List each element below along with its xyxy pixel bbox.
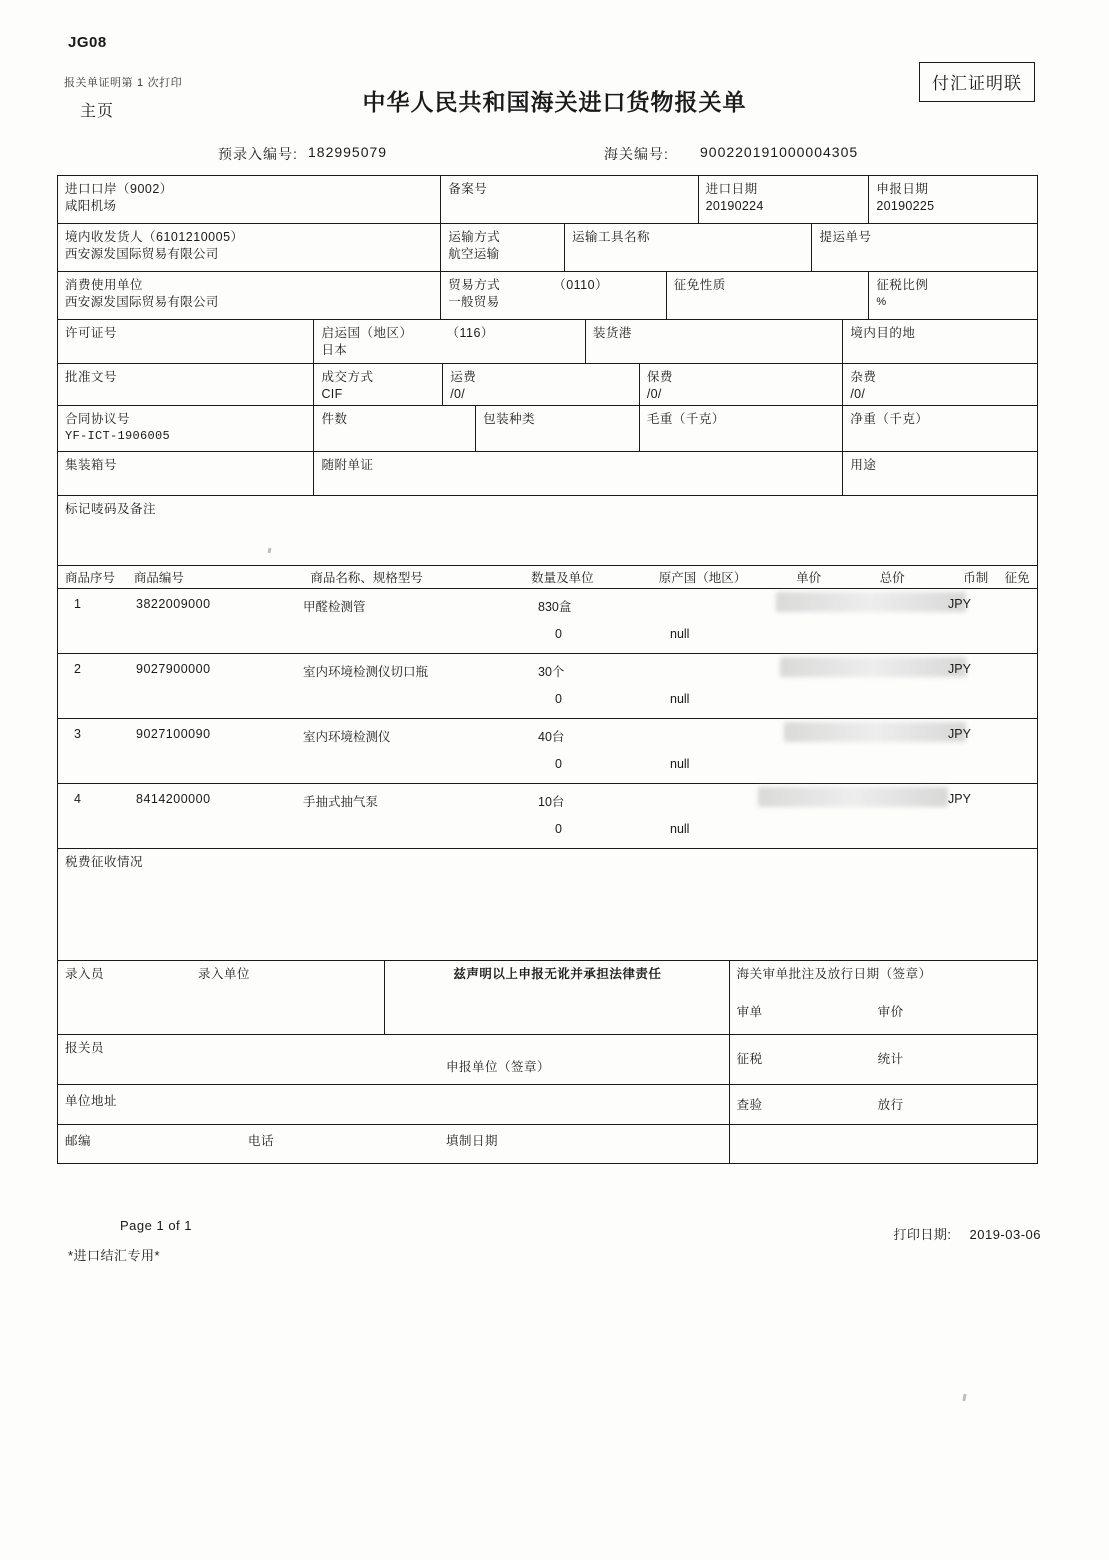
scan-speck: [962, 1394, 966, 1401]
declare-unit-label: 申报单位（签章）: [446, 1060, 551, 1074]
field-transport-mode: [441, 224, 565, 271]
field-net-weight: [843, 406, 1037, 451]
exempt-nature-label: 征免性质: [673, 278, 726, 292]
field-postcode-phone: [58, 1125, 730, 1163]
record-number-label: 备案号: [448, 182, 488, 196]
goods-quantity: 30个: [538, 665, 565, 679]
field-declaration-statement: [385, 961, 729, 1034]
goods-quantity-secondary: 0: [555, 757, 562, 771]
field-tax-collection: [58, 849, 1037, 960]
consignee-label: 境内收发货人（6101210005）: [65, 230, 244, 244]
goods-code: 9027900000: [136, 662, 211, 676]
goods-currency: JPY: [948, 727, 971, 741]
origin-country-label: 启运国（地区）: [321, 326, 413, 340]
attached-docs-label: 随附单证: [321, 458, 374, 472]
form-row-consumer: [58, 272, 1037, 320]
terms-value: CIF: [321, 387, 343, 401]
col-origin: 原产国（地区）: [658, 571, 747, 585]
customs-review-label: 海关审单批注及放行日期（签章）: [736, 967, 932, 981]
phone-label: 电话: [248, 1134, 275, 1148]
package-count-label: 件数: [321, 412, 348, 426]
consignee-value: 西安源发国际贸易有限公司: [65, 247, 219, 261]
goods-seq: 3: [74, 727, 81, 741]
container-number-label: 集装箱号: [65, 458, 118, 472]
goods-quantity-secondary: 0: [555, 692, 562, 706]
col-unit-price: 单价: [796, 571, 822, 585]
marks-remarks-label: 标记唛码及备注: [65, 502, 157, 516]
operator-label: 录入员: [65, 967, 105, 981]
field-operator: [58, 961, 385, 1034]
origin-country-code: （116）: [446, 326, 494, 340]
field-consumer-unit: [58, 272, 441, 319]
form-row-license: [58, 320, 1037, 364]
goods-quantity-secondary: 0: [555, 822, 562, 836]
contract-number-label: 合同协议号: [65, 412, 131, 426]
pre-entry-label: 预录入编号:: [218, 146, 298, 162]
goods-currency: JPY: [948, 662, 971, 676]
print-note-number: 1: [137, 77, 144, 89]
copy-type-stamp: 付汇证明联: [919, 62, 1035, 102]
goods-quantity-secondary: 0: [555, 627, 562, 641]
bill-number-label: 提运单号: [819, 230, 872, 244]
col-exempt: 征免: [1004, 571, 1030, 585]
declaration-statement: 兹声明以上申报无讹并承担法律责任: [453, 967, 662, 981]
redacted-price-area: [780, 657, 966, 677]
trade-mode-value: 一般贸易: [448, 295, 500, 309]
trade-mode-label: 贸易方式: [448, 278, 501, 292]
form-row-postcode: [58, 1125, 1037, 1163]
field-package-type: [476, 406, 640, 451]
field-license-number: [58, 320, 314, 363]
form-row-contract: [58, 406, 1037, 452]
pre-entry-value: 182995079: [308, 144, 388, 160]
goods-origin: null: [670, 692, 690, 706]
loading-port-label: 装货港: [592, 326, 632, 340]
approval-number-label: 批准文号: [65, 370, 118, 384]
goods-origin: null: [670, 822, 690, 836]
tax-rate-label: 征税比例: [876, 278, 929, 292]
field-record-number: [441, 176, 698, 223]
form-row-declarant: [58, 1035, 1037, 1085]
field-approval-number: [58, 364, 314, 405]
goods-quantity: 10台: [538, 795, 565, 809]
field-attached-docs: [314, 452, 843, 495]
import-port-value: 咸阳机场: [65, 199, 117, 213]
field-bill-number: [812, 224, 1037, 271]
license-number-label: 许可证号: [65, 326, 118, 340]
statistics-label: 统计: [877, 1052, 904, 1066]
footer-note: *进口结汇专用*: [68, 1248, 161, 1263]
goods-origin: null: [670, 627, 690, 641]
redacted-price-area: [758, 787, 948, 807]
customs-number-label: 海关编号:: [604, 146, 669, 162]
form-row-operator: [58, 961, 1037, 1035]
col-currency: 币制: [963, 571, 989, 585]
inspect-label: 查验: [736, 1098, 763, 1112]
terms-label: 成交方式: [321, 370, 374, 384]
customs-number-value: 900220191000004305: [700, 144, 859, 160]
misc-fee-value: /0/: [850, 387, 866, 401]
package-type-label: 包装种类: [483, 412, 536, 426]
fill-date-label: 填制日期: [446, 1134, 499, 1148]
print-date: [893, 1224, 1041, 1243]
goods-name: 室内环境检测仪: [303, 730, 391, 744]
print-date-value: 2019-03-06: [969, 1227, 1041, 1242]
goods-code: 9027100090: [136, 727, 211, 741]
form-row-approval: [58, 364, 1037, 406]
transport-mode-value: 航空运输: [448, 247, 500, 261]
print-note-prefix: 报关单证明第: [64, 77, 133, 89]
goods-name: 手抽式抽气泵: [303, 795, 379, 809]
declare-date-value: 20190225: [876, 199, 935, 213]
table-row: [58, 654, 1037, 719]
goods-quantity: 830盒: [538, 600, 572, 614]
home-label: 主页: [80, 103, 115, 120]
goods-origin: null: [670, 757, 690, 771]
field-exempt-nature: [667, 272, 870, 319]
field-declare-date: [869, 176, 1037, 223]
freight-value: /0/: [450, 387, 466, 401]
consumer-unit-value: 西安源发国际贸易有限公司: [65, 295, 219, 309]
form-row-consignee: [58, 224, 1037, 272]
declaration-form-grid: [57, 175, 1038, 1164]
form-code: JG08: [68, 34, 107, 51]
usage-label: 用途: [850, 458, 877, 472]
import-date-value: 20190224: [705, 199, 764, 213]
field-tax-rate: [869, 272, 1037, 319]
field-vehicle-name: [565, 224, 813, 271]
field-freight: [443, 364, 640, 405]
field-levy-statistics: [730, 1035, 1037, 1084]
field-package-count: [314, 406, 476, 451]
release-label: 放行: [877, 1098, 904, 1112]
field-import-port: [58, 176, 441, 223]
import-date-label: 进口日期: [705, 182, 758, 196]
field-domestic-destination: [843, 320, 1037, 363]
unit-address-label: 单位地址: [65, 1094, 118, 1108]
declarant-label: 报关员: [65, 1041, 105, 1055]
col-total-price: 总价: [879, 571, 905, 585]
goods-currency: JPY: [948, 792, 971, 806]
field-misc-fee: [843, 364, 1037, 405]
misc-fee-label: 杂费: [850, 370, 877, 384]
print-note-suffix: 次打印: [147, 77, 183, 89]
tax-collection-label: 税费征收情况: [65, 855, 144, 869]
page-title: 中华人民共和国海关进口货物报关单: [362, 89, 747, 115]
form-row-port: [58, 176, 1037, 224]
goods-currency: JPY: [948, 597, 971, 611]
review-price-label: 审价: [877, 1005, 904, 1019]
goods-name: 室内环境检测仪切口瓶: [303, 665, 429, 679]
origin-country-value: 日本: [321, 343, 348, 357]
review-doc-label: 审单: [736, 1005, 763, 1019]
col-qty: 数量及单位: [531, 571, 594, 585]
field-container-number: [58, 452, 314, 495]
field-customs-review: [730, 961, 1037, 1034]
col-name: 商品名称、规格型号: [310, 571, 423, 585]
redacted-price-area: [784, 722, 966, 742]
consumer-unit-label: 消费使用单位: [65, 278, 144, 292]
page-number: Page 1 of 1: [120, 1218, 192, 1233]
table-row: [58, 589, 1037, 654]
domestic-destination-label: 境内目的地: [850, 326, 916, 340]
goods-quantity: 40台: [538, 730, 565, 744]
field-gross-weight: [640, 406, 844, 451]
col-seq: 商品序号: [65, 571, 116, 585]
print-date-label: 打印日期:: [893, 1227, 952, 1242]
table-row: [58, 784, 1037, 849]
trade-mode-code: （0110）: [553, 278, 609, 292]
field-consignee: [58, 224, 441, 271]
field-terms: [314, 364, 443, 405]
col-code: 商品编号: [133, 571, 184, 585]
field-usage: [843, 452, 1037, 495]
levy-label: 征税: [736, 1052, 763, 1066]
redacted-price-area: [776, 592, 966, 612]
field-unit-address: [58, 1085, 730, 1124]
table-row: [58, 719, 1037, 784]
field-origin-country: [314, 320, 585, 363]
field-contract-number: [58, 406, 314, 451]
form-row-address: [58, 1085, 1037, 1125]
form-row-tax-collection: [58, 849, 1037, 961]
contract-number-value: YF-ICT-1906005: [65, 429, 171, 443]
field-inspection-release: [730, 1085, 1037, 1124]
field-insurance: [640, 364, 844, 405]
transport-mode-label: 运输方式: [448, 230, 501, 244]
goods-seq: 4: [74, 792, 81, 806]
insurance-value: /0/: [646, 387, 662, 401]
field-loading-port: [586, 320, 843, 363]
form-row-container: [58, 452, 1037, 496]
field-marks-remarks: [58, 496, 1037, 565]
field-declarant: [58, 1035, 730, 1084]
field-import-date: [699, 176, 870, 223]
declare-date-label: 申报日期: [876, 182, 929, 196]
goods-seq: 2: [74, 662, 81, 676]
freight-label: 运费: [450, 370, 477, 384]
entry-unit-label: 录入单位: [198, 967, 251, 981]
goods-table-header: [58, 566, 1037, 589]
goods-code: 3822009000: [136, 597, 211, 611]
vehicle-name-label: 运输工具名称: [571, 230, 650, 244]
form-row-marks: [58, 496, 1037, 566]
postcode-label: 邮编: [65, 1134, 92, 1148]
net-weight-label: 净重（千克）: [850, 412, 929, 426]
goods-seq: 1: [74, 597, 81, 611]
tax-rate-value: %: [876, 296, 887, 308]
gross-weight-label: 毛重（千克）: [646, 412, 725, 426]
goods-code: 8414200000: [136, 792, 211, 806]
insurance-label: 保费: [646, 370, 673, 384]
field-trade-mode: [441, 272, 667, 319]
field-bottom-right-blank: [730, 1125, 1037, 1163]
goods-name: 甲醛检测管: [303, 600, 366, 614]
reference-numbers: [0, 144, 1109, 166]
import-port-label: 进口口岸（9002）: [65, 182, 173, 196]
